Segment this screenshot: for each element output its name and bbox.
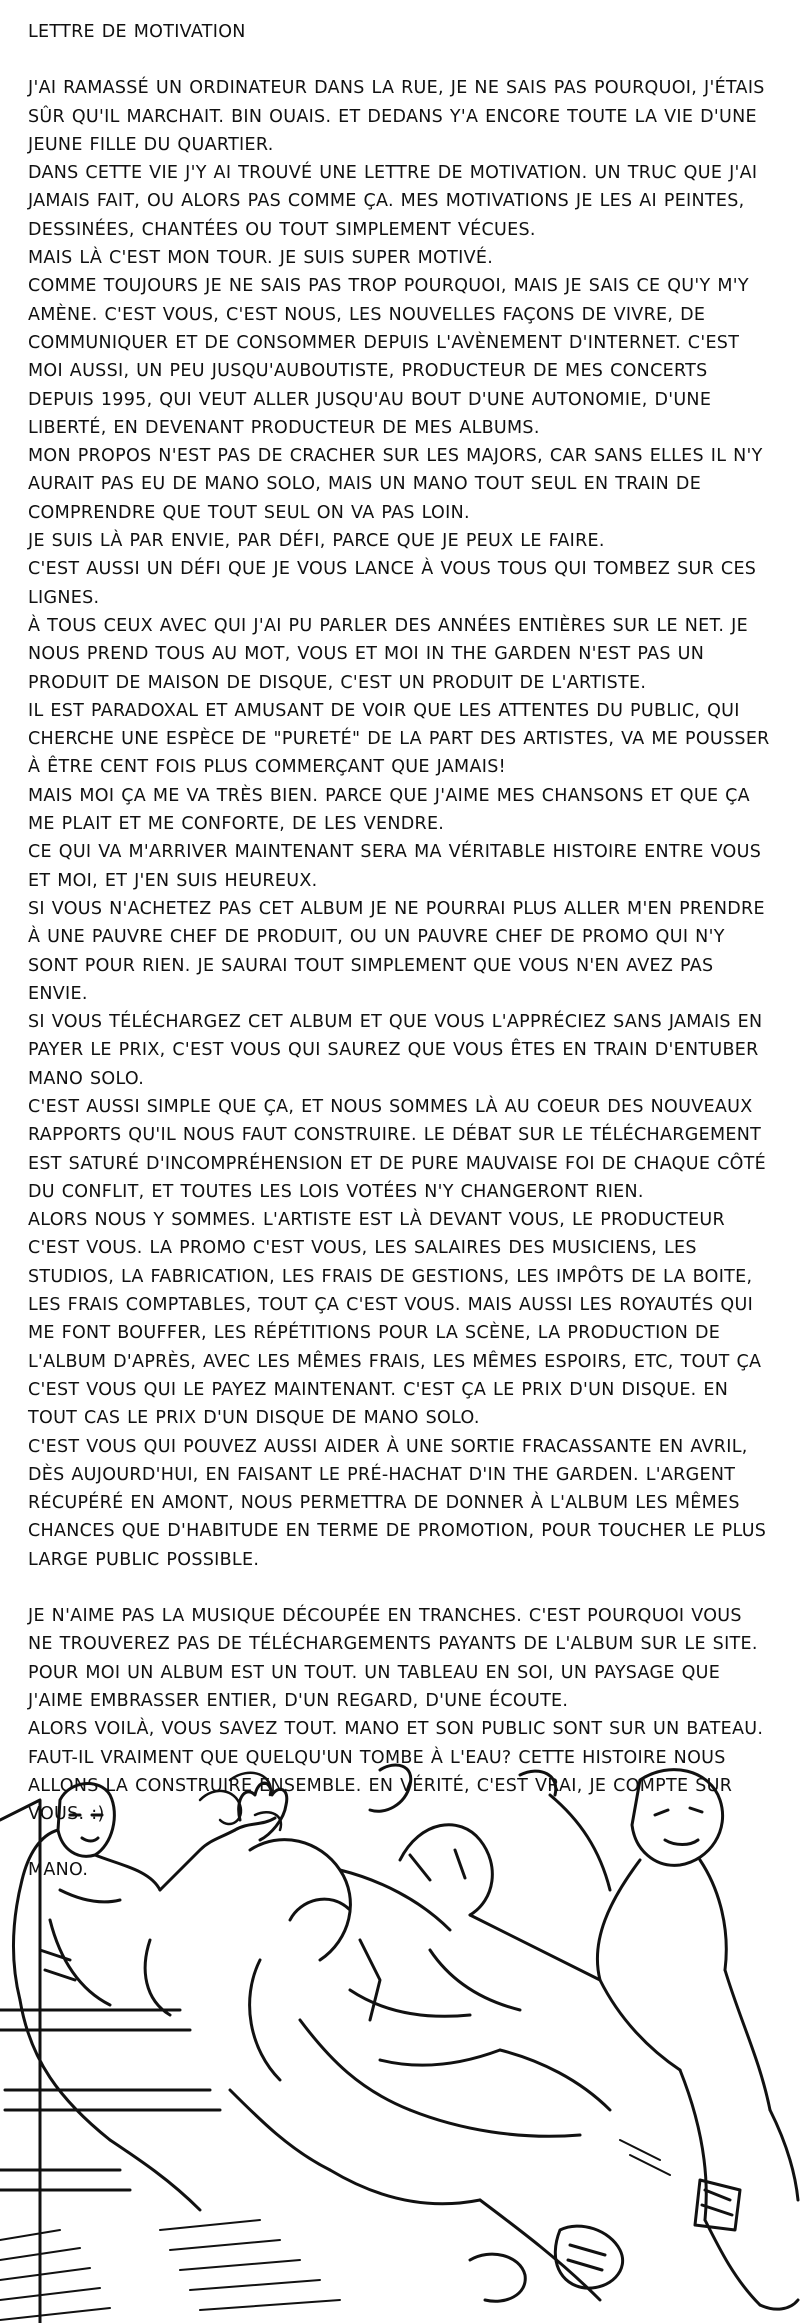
letter-paragraph: J'AI RAMASSÉ UN ORDINATEUR DANS LA RUE, JE NE SAIS PAS POURQUOI, J'ÉTAIS SÛR QU'IL MARCHAIT. BIN OUAIS. ET DEDANS Y'A ENCORE TOUTE LA VIE D'UNE JEUNE FILLE DU QUARTIER. xyxy=(28,78,765,155)
letter-title: LETTRE DE MOTIVATION xyxy=(28,22,246,42)
letter-paragraph: JE SUIS LÀ PAR ENVIE, PAR DÉFI, PARCE QUE JE PEUX LE FAIRE. xyxy=(28,531,605,552)
letter-paragraph: MAIS MOI ÇA ME VA TRÈS BIEN. PARCE QUE J'AIME MES CHANSONS ET QUE ÇA ME PLAIT ET ME CONFORTE, DE LES VENDRE. xyxy=(28,785,750,835)
letter-paragraph: JE N'AIME PAS LA MUSIQUE DÉCOUPÉE EN TRANCHES. C'EST POURQUOI VOUS NE TROUVEREZ PAS DE TÉLÉCHARGEMENTS PAYANTS DE L'ALBUM SUR LE SITE. POUR MOI UN ALBUM EST UN TOUT. UN TABLEAU EN SOI, UN PAYSAGE QUE J'AIME EMBRASSER ENTIER, D'UN REGARD, D'UNE ÉCOUTE. xyxy=(28,1606,758,1711)
leaping-figure-drawing xyxy=(597,1770,798,2310)
letter-paragraph: CE QUI VA M'ARRIVER MAINTENANT SERA MA VÉRITABLE HISTOIRE ENTRE VOUS ET MOI, ET J'EN SUIS HEUREUX. xyxy=(28,842,762,891)
letter-paragraph: DANS CETTE VIE J'Y AI TROUVÉ UNE LETTRE DE MOTIVATION. UN TRUC QUE J'AI JAMAIS FAIT, OU ALORS PAS COMME ÇA. MES MOTIVATIONS JE LES AI PEINTES, DESSINÉES, CHANTÉES OU TOUT SIMPLEMENT VÉCUES. xyxy=(28,163,758,240)
shading-drawing xyxy=(0,2140,670,2320)
letter-paragraph: C'EST VOUS QUI POUVEZ AUSSI AIDER À UNE SORTIE FRACASSANTE EN AVRIL, DÈS AUJOURD'HUI, EN FAISANT LE PRÉ-HACHAT D'IN THE GARDEN. L'ARGENT RÉCUPÉRÉ EN AMONT, NOUS PERMETTRA DE DONNER À L'ALBUM LES MÊMES CHANCES QUE D'HABITUDE EN TERME DE PROMOTION, POUR TOUCHER LE PLUS LARGE PUBLIC POSSIBLE. xyxy=(28,1436,767,1570)
letter-body xyxy=(28,18,772,1885)
letter-paragraph: C'EST AUSSI SIMPLE QUE ÇA, ET NOUS SOMMES LÀ AU COEUR DES NOUVEAUX RAPPORTS QU'IL NOUS FAUT CONSTRUIRE. LE DÉBAT SUR LE TÉLÉCHARGEMENT EST SATURÉ D'INCOMPRÉHENSION ET DE PURE MAUVAISE FOI DE CHAQUE CÔTÉ DU CONFLIT, ET TOUTES LES LOIS VOTÉES N'Y CHANGERONT RIEN. xyxy=(28,1096,767,1202)
crowd-drawing xyxy=(230,1825,610,2300)
bench-drawing xyxy=(0,1800,220,2323)
letter-paragraph: C'EST AUSSI UN DÉFI QUE JE VOUS LANCE À VOUS TOUS QUI TOMBEZ SUR CES LIGNES. xyxy=(28,559,757,608)
letter-paragraph: MAIS LÀ C'EST MON TOUR. JE SUIS SUPER MOTIVÉ. xyxy=(28,248,494,269)
letter-paragraph: COMME TOUJOURS JE NE SAIS PAS TROP POURQUOI, MAIS JE SAIS CE QU'Y M'Y AMÈNE. C'EST VOUS, C'EST NOUS, LES NOUVELLES FAÇONS DE VIVRE, DE COMMUNIQUER ET DE CONSOMMER DEPUIS L'AVÈNEMENT D'INTERNET. C'EST MOI AUSSI, UN PEU JUSQU'AUBOUTISTE, PRODUCTEUR DE MES CONCERTS DEPUIS 1995, QUI VEUT ALLER JUSQU'AU BOUT D'UNE AUTONOMIE, D'UNE LIBERTÉ, EN DEVENANT PRODUCTEUR DE MES ALBUMS. xyxy=(28,276,749,438)
letter-paragraph: ALORS NOUS Y SOMMES. L'ARTISTE EST LÀ DEVANT VOUS, LE PRODUCTEUR C'EST VOUS. LA PROMO C'EST VOUS, LES SALAIRES DES MUSICIENS, LES STUDIOS, LA FABRICATION, LES FRAIS DE GESTIONS, LES IMPÔTS DE LA BOITE, LES FRAIS COMPTABLES, TOUT ÇA C'EST VOUS. MAIS AUSSI LES ROYAUTÉS QUI ME FONT BOUFFER, LES RÉPÉTITIONS POUR LA SCÈNE, LA PRODUCTION DE L'ALBUM D'APRÈS, AVEC LES MÊMES FRAIS, LES MÊMES ESPOIRS, ETC, TOUT ÇA C'EST VOUS QUI LE PAYEZ MAINTENANT. C'EST ÇA LE PRIX D'UN DISQUE. EN TOUT CAS LE PRIX D'UN DISQUE DE MANO SOLO. xyxy=(28,1210,762,1429)
sneaker-drawing xyxy=(470,2226,623,2301)
letter-paragraph: À TOUS CEUX AVEC QUI J'AI PU PARLER DES ANNÉES ENTIÈRES SUR LE NET. JE NOUS PREND TOUS AU MOT, VOUS ET MOI IN THE GARDEN N'EST PAS UN PRODUIT DE MAISON DE DISQUE, C'EST UN PRODUIT DE L'ARTISTE. xyxy=(28,615,748,693)
letter-signature: MANO. xyxy=(28,1860,89,1881)
letter-paragraph: IL EST PARADOXAL ET AMUSANT DE VOIR QUE LES ATTENTES DU PUBLIC, QUI CHERCHE UNE ESPÈCE DE "PURETÉ" DE LA PART DES ARTISTES, VA ME POUSSER À ÊTRE CENT FOIS PLUS COMMERÇANT QUE JAMAIS! xyxy=(28,700,770,778)
letter-paragraph: ALORS VOILÀ, VOUS SAVEZ TOUT. MANO ET SON PUBLIC SONT SUR UN BATEAU. FAUT-IL VRAIMENT QUE QUELQU'UN TOMBE À L'EAU? CETTE HISTOIRE NOUS ALLONS LA CONSTRUIRE ENSEMBLE. EN VÉRITÉ, C'EST VRAI, JE COMPTE SUR VOUS. :) xyxy=(28,1719,764,1825)
letter-paragraph: SI VOUS TÉLÉCHARGEZ CET ALBUM ET QUE VOUS L'APPRÉCIEZ SANS JAMAIS EN PAYER LE PRIX, C'EST VOUS QUI SAUREZ QUE VOUS ÊTES EN TRAIN D'ENTUBER MANO SOLO. xyxy=(28,1012,763,1089)
letter-paragraph: MON PROPOS N'EST PAS DE CRACHER SUR LES MAJORS, CAR SANS ELLES IL N'Y AURAIT PAS EU DE MANO SOLO, MAIS UN MANO TOUT SEUL EN TRAIN DE COMPRENDRE QUE TOUT SEUL ON VA PAS LOIN. xyxy=(28,446,763,523)
seated-man-drawing xyxy=(13,1784,275,2210)
letter-paragraph: SI VOUS N'ACHETEZ PAS CET ALBUM JE NE POURRAI PLUS ALLER M'EN PRENDRE À UNE PAUVRE CHEF DE PRODUIT, OU UN PAUVRE CHEF DE PROMO QUI N'Y SONT POUR RIEN. JE SAURAI TOUT SIMPLEMENT QUE VOUS N'EN AVEZ PAS ENVIE. xyxy=(28,898,765,1004)
ink-illustration xyxy=(0,1760,800,2323)
